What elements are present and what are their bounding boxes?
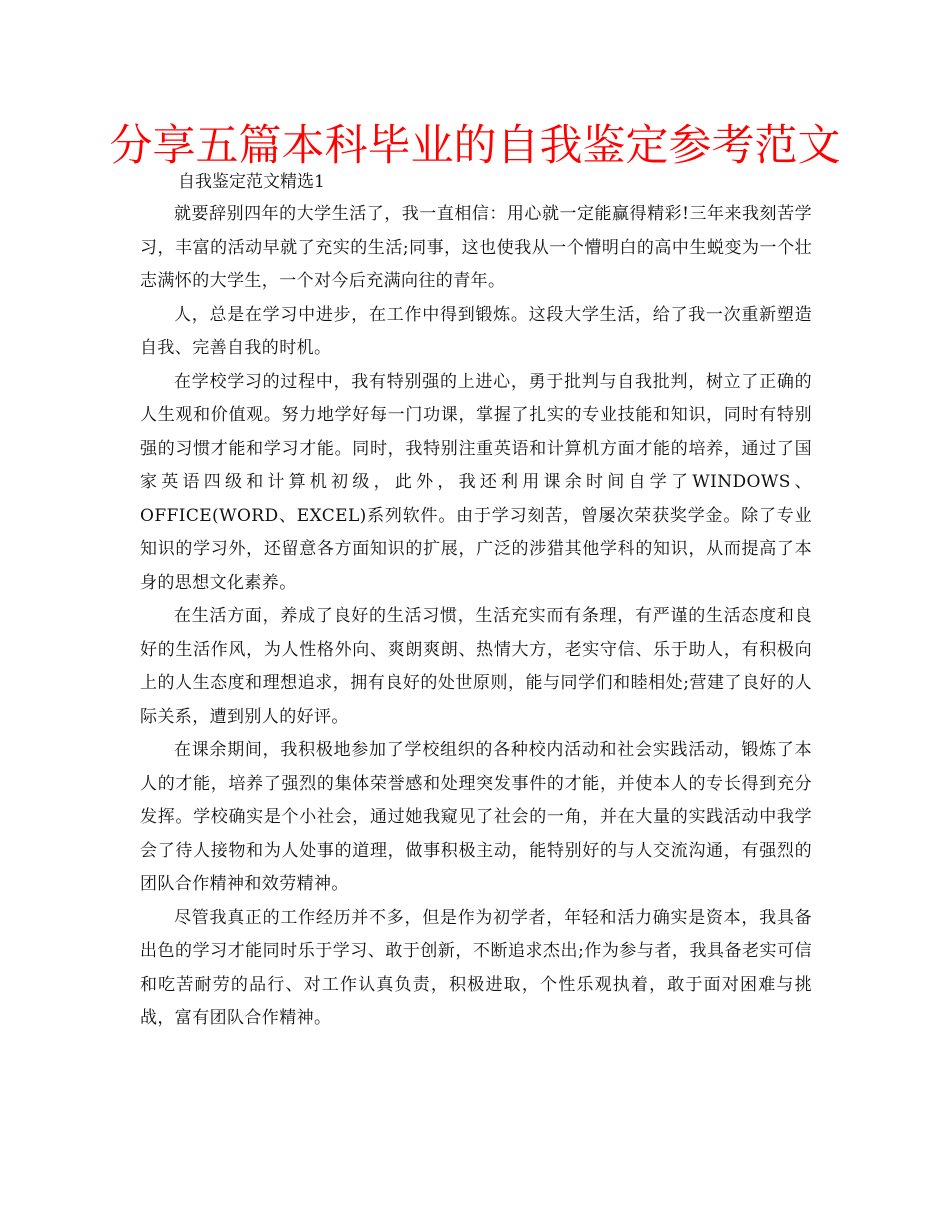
paragraph: 在学校学习的过程中，我有特别强的上进心，勇于批判与自我批判，树立了正确的人生观和价值观。努力地学好每一门功课，掌握了扎实的专业技能和知识，同时有特别强的习惯才能和学习才能。同时，我特别注重英语和计算机方面才能的培养，通过了国家英语四级和计算机初级，此外，我还利用课余时间自学了WINDOWS、OFFICE(WORD、EXCEL)系列软件。由于学习刻苦，曾屡次荣获奖学金。除了专业知识的学习外，还留意各方面知识的扩展，广泛的涉猎其他学科的知识，从而提高了本身的思想文化素养。	[140, 371, 812, 593]
paragraph: 在生活方面，养成了良好的生活习惯，生活充实而有条理，有严谨的生活态度和良好的生活作风，为人性格外向、爽朗爽朗、热情大方，老实守信、乐于助人，有积极向上的人生态度和理想追求，拥有良好的处世原则，能与同学们和睦相处;营建了良好的人际关系，遭到别人的好评。	[140, 606, 812, 727]
section-subtitle: 自我鉴定范文精选1	[178, 172, 325, 192]
document-body	[140, 198, 812, 1036]
paragraph: 人，总是在学习中进步，在工作中得到锻炼。这段大学生活，给了我一次重新塑造自我、完善自我的时机。	[140, 304, 812, 358]
paragraph: 尽管我真正的工作经历并不多，但是作为初学者，年轻和活力确实是资本，我具备出色的学习才能同时乐于学习、敢于创新，不断追求杰出;作为参与者，我具备老实可信和吃苦耐劳的品行、对工作认真负责，积极进取，个性乐观执着，敢于面对困难与挑战，富有团队合作精神。	[140, 907, 812, 1028]
paragraph: 就要辞别四年的大学生活了，我一直相信：用心就一定能赢得精彩!三年来我刻苦学习，丰富的活动早就了充实的生活;同事，这也使我从一个懵明白的高中生蜕变为一个壮志满怀的大学生，一个对今后充满向往的青年。	[140, 204, 812, 291]
document-title: 分享五篇本科毕业的自我鉴定参考范文	[109, 121, 841, 171]
paragraph: 在课余期间，我积极地参加了学校组织的各种校内活动和社会实践活动，锻炼了本人的才能，培养了强烈的集体荣誉感和处理突发事件的才能，并使本人的专长得到充分发挥。学校确实是个小社会，通过她我窥见了社会的一角，并在大量的实践活动中我学会了待人接物和为人处事的道理，做事积极主动，能特别好的与人交流沟通，有强烈的团队合作精神和效劳精神。	[140, 740, 812, 894]
